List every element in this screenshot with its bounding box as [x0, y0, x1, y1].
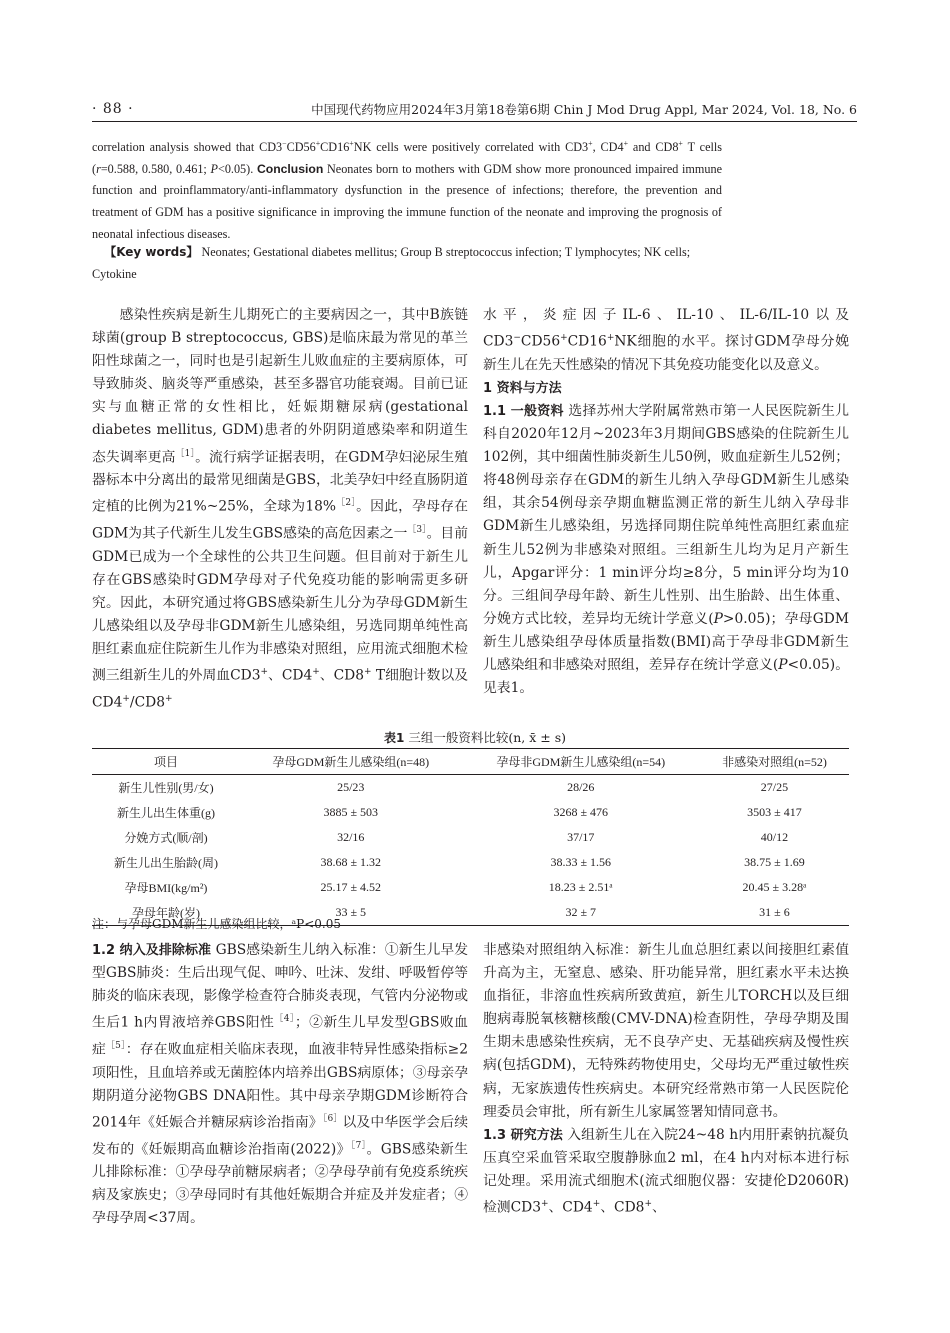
table-row [92, 875, 849, 900]
table-cell: 32 ± 7 [462, 900, 700, 926]
subsection-heading: 1.2 纳入及排除标准 [92, 943, 212, 958]
table-header-cell: 项目 [92, 749, 240, 775]
table-cell: 新生儿出生胎龄(周) [113, 856, 218, 870]
table-caption: 表1 三组一般资料比较(n, x̄ ± s) [384, 730, 566, 745]
table-cell: 3268 ± 476 [553, 805, 609, 819]
abstract-continuation: correlation analysis showed that CD3−CD56+CD16+NK cells were positively correlated with CD3+, CD4+ and CD8+ T cells (r=0.588, 0.580, 0.461; P<0.05). Conclusion Neonates born to mothers with GDM show more pronounced impaired immune function and proinflammatory/anti-inflammatory dysfunction in the presence of infections; therefore, the prevention and treatment of GDM has a positive significance in improving the immune function of the neonate and improving the prognosis of neonatal infectious diseases. [92, 139, 723, 241]
table-cell: 3885 ± 503 [323, 805, 379, 819]
table-cell: 38.75 ± 1.69 [744, 855, 805, 869]
table-general-data [92, 748, 849, 926]
table-cell: 31 ± 6 [700, 900, 849, 926]
table-cell: 分娩方式(顺/剖) [124, 831, 208, 845]
table-header-cell: 孕母GDM新生儿感染组(n=48) [240, 749, 462, 775]
table-cell: 25/23 [337, 780, 365, 794]
table-row [92, 800, 849, 825]
citation: ［6］ [322, 1113, 343, 1124]
table-cell: 新生儿出生体重(g) [116, 806, 215, 820]
table-cell: 新生儿性别(男/女) [118, 781, 214, 795]
table-cell: 20.45 ± 3.28ᵃ [742, 880, 807, 894]
subsection-heading: 1.3 研究方法 [483, 1127, 563, 1143]
column-left-top: 感染性疾病是新生儿期死亡的主要病因之一，其中B族链球菌(group B streptococcus, GBS)是临床最为常见的革兰阳性球菌之一，同时也是引起新生儿败血症的主要病原体，可导致肺炎、脑炎等严重感染，甚至多器官功能衰竭。目前已证实与血糖正常的女性相比，妊娠期糖尿病(gestational diabetes mellitus, GDM)患者的外阴阴道感染率和阴道生态失调率更高$^{[1]}$。流行病学证据表明，在GDM孕妇泌尿生殖器标本中分离出的最常见细菌是GBS，北美孕妇中经直肠阴道定植的比例为21%~25%，全球为18%$^{[2]}$。因此，孕母存在GDM为其子代新生儿发生GBS感染的高危因素之一$^{[3]}$。目前GDM已成为一个全球性的公共卫生问题。但目前对于新生儿存在GBS感染时GDM孕母对子代免疫功能的影响需更多研究。因此，本研究通过将GBS感染新生儿分为孕母GDM新生儿感染组以及孕母非GDM新生儿感染组，另选同期单纯性高胆红素血症住院新生儿作为非感染对照组，应用流式细胞术检测三组新生儿的外周血CD3+、CD4+、CD8+ T细胞计数以及CD4+/CD8+ [92, 307, 469, 711]
table-cell: 37/17 [567, 830, 595, 844]
column-right-bottom: 非感染对照组纳入标准：新生儿血总胆红素以间接胆红素值升高为主，无窒息、感染、肝功能异常，胆红素水平未达换血指征，非溶血性疾病所致黄疸，新生儿TORCH以及巨细胞病毒脱氧核糖核酸(CMV-DNA)检查阴性，孕母孕期及围生期未患感染性疾病，无不良孕产史、无基础疾病及慢性疾病(包括GDM)，无特殊药物使用史，父母均无严重过敏性疾病，无家族遗传性疾病史。本研究经常熟市第一人民医院伦理委员会审批，所有新生儿家属签署知情同意书。 1.3 研究方法 入组新生儿在入院24~48 h内用肝素钠抗凝负压真空采血管采取空腹静脉血2 ml，在4 h内对标本进行标记处理。采用流式细胞术(流式细胞仪器：安捷伦D2060R)检测CD3+、CD4+、CD8+、 [483, 942, 849, 1216]
keywords: 【Key words】 Neonates; Gestational diabetes mellitus; Group B streptococcus infection; T lymphocytes; NK cells; Cytokine [92, 245, 691, 281]
table-cell: 33 ± 5 [240, 900, 462, 926]
header-rule [92, 121, 857, 122]
table-cell: 32/16 [337, 830, 365, 844]
table-cell: 25.17 ± 4.52 [320, 880, 382, 894]
citation: ［1］ [175, 448, 196, 459]
page-number: · 88 · [92, 101, 134, 117]
running-header: 中国现代药物应用2024年3月第18卷第6期 Chin J Mod Drug Appl, Mar 2024, Vol. 18, No. 6 [311, 102, 857, 117]
table-row [92, 850, 849, 875]
table-cell: 38.68 ± 1.32 [320, 855, 382, 869]
table-cell: 27/25 [760, 780, 789, 794]
citation: ［7］ [350, 1140, 367, 1151]
table-cell: 孕母年龄(岁) [92, 900, 240, 926]
table-cell: 38.33 ± 1.56 [550, 855, 612, 869]
table-row [92, 825, 849, 850]
table-cell: 40/12 [760, 830, 789, 844]
table-row [92, 775, 849, 801]
table-note: 注：与孕母GDM新生儿感染组比较，ᵃP<0.05 [92, 917, 341, 931]
column-right-top: 水平，炎症因子IL-6、IL-10、IL-6/IL-10以及CD3−CD56+CD16+NK细胞的水平。探讨GDM孕母分娩新生儿在先天性感染的情况下其免疫功能变化以及意义。 1 资料与方法 1.1 一般资料 选择苏州大学附属常熟市第一人民医院新生儿科自2020年12月~2023年3月期间GBS感染的住院新生儿102例，其中细菌性肺炎新生儿50例，败血症新生儿52例；将48例母亲存在GDM的新生儿纳入孕母GDM新生儿感染组，其余54例母亲孕期血糖监测正常的新生儿纳入孕母非GDM新生儿感染组，另选择同期住院单纯性高胆红素血症新生儿52例为非感染对照组。三组新生儿均为足月产新生儿，Apgar评分：1 min评分均≥8分，5 min评分均为10分。三组间孕母年龄、新生儿性别、出生胎龄、出生体重、分娩方式比较，差异均无统计学意义(P>0.05)；孕母GDM新生儿感染组孕母体质量指数(BMI)高于孕母非GDM新生儿感染组和非感染对照组，差异存在统计学意义(P<0.05)。见表1。 [483, 307, 849, 697]
citation: ［4］ [274, 1014, 295, 1025]
column-left-bottom: 1.2 纳入及排除标准 GBS感染新生儿纳入标准：①新生儿早发型GBS肺炎：生后出现气促、呻吟、吐沫、发绀、呼吸暂停等肺炎的临床表现，影像学检查符合肺炎表现，气管内分泌物或生后1 h内胃液培养GBS阳性$^{[4]}$；②新生儿早发型GBS败血症$^{[5]}$：存在败血症相关临床表现，血液非特异性感染指标≥2项阳性，且血培养或无菌腔体内培养出GBS病原体；③母亲孕期阴道分泌物GBS DNA阳性。其中母亲孕期GDM诊断符合2014年《妊娠合并糖尿病诊治指南》$^{[6]}$以及中华医学会后续发布的《妊娠期高血糖诊治指南(2022)》$^{[7]}$。GBS感染新生儿排除标准：①孕母孕前糖尿病者；②孕母孕前有免疫系统疾病及家族史；③孕母同时有其他妊娠期合并症及并发症者；④孕母孕周<37周。 [92, 942, 469, 1227]
table-header-cell: 孕母非GDM新生儿感染组(n=54) [462, 749, 700, 775]
table-header-cell: 非感染对照组(n=52) [700, 749, 849, 775]
table-cell: 孕母BMI(kg/m²) [124, 881, 208, 895]
conclusion-label: Conclusion [256, 161, 324, 176]
subsection-heading: 1.1 一般资料 [483, 403, 564, 419]
citation: ［5］ [106, 1040, 126, 1051]
table-cell: 28/26 [567, 780, 595, 794]
citation: ［2］ [336, 498, 357, 509]
section-heading: 1 资料与方法 [483, 380, 562, 396]
citation: ［3］ [407, 525, 427, 536]
table-cell: 18.23 ± 2.51ᵃ [548, 880, 613, 894]
table-cell: 3503 ± 417 [747, 805, 802, 819]
